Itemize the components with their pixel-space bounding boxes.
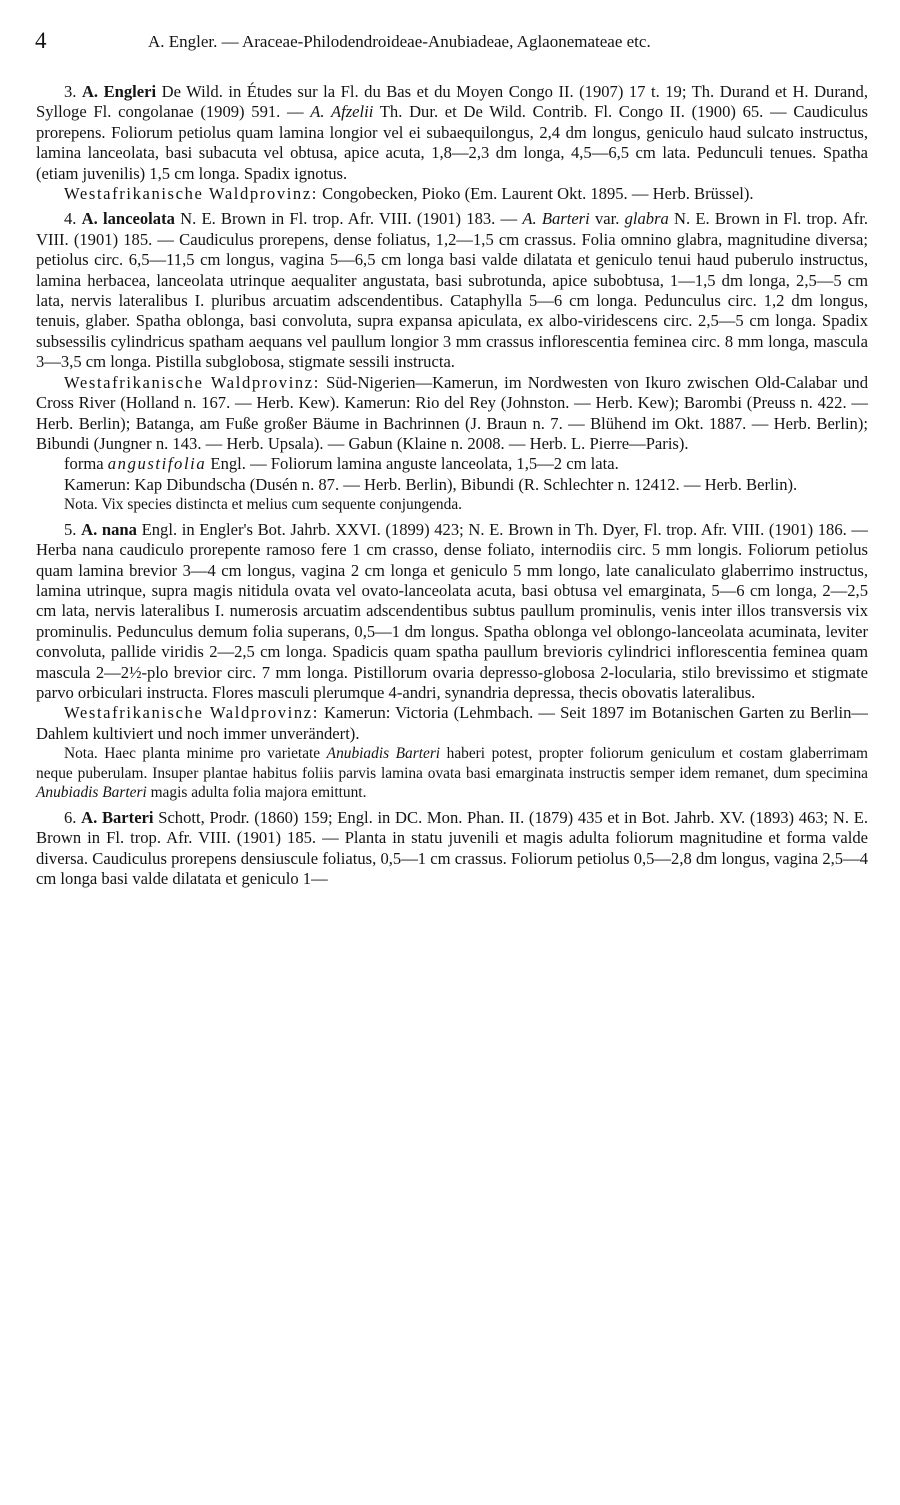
synonym: A. Afzelii bbox=[310, 102, 374, 122]
species-4-distribution: Westafrikanische Waldprovinz: Süd-Nigerien—Kamerun, im Nordwesten von Ikuro zwischen Old-Calabar und Cross River (Holland n. 167. — Herb. Kew). Kamerun: Rio del Rey (Johnston. — Herb. Kew); Barombi (Preuss n. 422. — Herb. Berlin); Batanga, am Fuße großer Bäume in Bachrinnen (J. Braun n. 7. — Blühend im Okt. 1887. — Herb. Berlin); Bibundi (Jungner n. 143. — Herb. Upsala). — Gabun (Klaine n. 2008. — Herb. L. Pierre—Paris). bbox=[36, 372, 869, 453]
running-title: A. Engler. — Araceae-Philodendroideae-Anubiadeae, Aglaonemateae etc. bbox=[148, 32, 651, 51]
genus-abbrev: A. bbox=[81, 82, 99, 101]
species-3-description: 3. A. Engleri De Wild. in Études sur la Fl. du Bas et du Moyen Congo II. (1907) 17 t. 19; Th. Durand et H. Durand, Sylloge Fl. congolanae (1909) 591. — A. Afzelii Th. Dur. et De Wild. Contrib. Fl. Congo II. (1900) 65. — Caudiculus prorepens. Foliorum petiolus quam lamina longior vel ei subaequilongus, 2,4 dm longus, geniculo haud sulcato instructus, lamina lanceolata, basi subacuta vel obtusa, apice acuta, 1,8—2,3 dm longa, 4,5—6,5 cm lata. Pedunculi tenues. Spatha (etiam juvenilis) 1,5 cm longa. Spadix ignotus. bbox=[36, 82, 868, 183]
genus-abbrev: A. bbox=[81, 807, 98, 827]
page-header bbox=[35, 28, 865, 58]
region-name: Westafrikanische Waldprovinz: bbox=[64, 703, 319, 723]
species-4-forma-locality: Kamerun: Kap Dibundscha (Dusén n. 87. — Herb. Berlin), Bibundi (R. Schlechter n. 12412. — Herb. Berlin). bbox=[64, 474, 798, 494]
species-4-forma: forma angustifolia Engl. — Foliorum lamina anguste lanceolata, 1,5—2 cm lata. bbox=[64, 454, 619, 474]
species-3-distribution: Westafrikanische Waldprovinz: Congobecken, Pioko (Em. Laurent Okt. 1895. — Herb. Brüssel). bbox=[64, 184, 754, 204]
region-name: Westafrikanische Waldprovinz: bbox=[64, 372, 320, 392]
species-5-nota: Nota. Haec planta minime pro varietate Anubiadis Barteri haberi potest, propter foliorum geniculum et costam glaberrimam neque puberulam. Insuper plantae habitus foliis parvis lamina ovata basi emarginata instructis semper idem remanet, dum specimina Anubiadis Barteri magis adulta folia majora emittunt. bbox=[36, 745, 868, 802]
species-5-description: 5. A. nana Engl. in Engler's Bot. Jahrb. XXVI. (1899) 423; N. E. Brown in Th. Dyer, Fl. trop. Afr. VIII. (1901) 186. — Herba nana caudiculo prorepente ramoso fere 1 cm crasso, dense foliato, internodiis circ. 5 mm longis. Foliorum petiolus quam lamina brevior 3—4 cm longus, vagina 2 cm longa et geniculo 5 mm longo, late canaliculato glaberrimo instructus, lamina utrinque, supra magis nitidula ovata vel ovato-lanceolata acuta, basi obtusa vel emarginata, 5—6 cm longa, 2—2,5 cm lata, nervis lateralibus I. numerosis arcuatim adscendentibus subtus paullum prominulis, venis inter illos transversis vix prominulis. Pedunculus demum folia superans, 0,5—1 dm longus. Spatha oblonga vel oblongo-lanceolata acuminata, leviter convoluta, pallide viridis 2—2,5 cm longa. Spadicis quam spatha paullum brevioris cylindrici inflorescentia feminea quam mascula 2—2½-plo brevior circ. 7 mm longa. Pistillorum ovaria depresso-globosa 2-locularia, stilo brevissimo et stigmate parvo orbiculari instructa. Flores masculi plerumque 4-andri, synandria depressa, thecis obovatis lateralibus. bbox=[36, 519, 869, 702]
species-name: nana bbox=[101, 519, 137, 539]
synonym: A. Barteri bbox=[522, 209, 590, 229]
genus-abbrev: A. bbox=[81, 209, 98, 229]
species-4-description: 4. A. lanceolata N. E. Brown in Fl. trop. Afr. VIII. (1901) 183. — A. Barteri var. glabra N. E. Brown in Fl. trop. Afr. VIII. (1901) 185. — Caudiculus prorepens, dense foliatus, 1,2—1,5 cm crassus. Folia omnino glabra, magnitudine diversa; petiolus circ. 6,5—11,5 cm longus, vagina 5—6,5 cm longa basi valde dilatata et geniculo tenui haud puberulo instructus, lamina herbacea, lanceolata utrinque aequaliter angustata, basi subrotunda, apice subobtusa, 1—1,5 dm longa, 2,5—5 cm lata, nervis lateralibus I. pluribus arcuatim adscendentibus. Cataphylla 5—6 cm longa. Pedunculus circ. 1,2 dm longus, tenuis, glaber. Spatha oblonga, basi convoluta, supra expansa apiculata, ex albo-viridescens circ. 2,5—5 cm longa. Spadix subsessilis cylindricus spatham aequans vel paullum longior 3 mm crassus inflorescentia feminea circ. 8 mm longa, mascula 3—3,5 cm longa. Pistilla subglobosa, stigmate sessili instructa. bbox=[36, 209, 868, 372]
genus-abbrev: A. bbox=[81, 519, 98, 539]
forma-name: angustifolia bbox=[107, 454, 207, 474]
region-name: Westafrikanische Waldprovinz: bbox=[64, 184, 318, 204]
species-name: Barteri bbox=[101, 807, 154, 827]
species-6-description: 6. A. Barteri Schott, Prodr. (1860) 159; Engl. in DC. Mon. Phan. II. (1879) 435 et in Bot. Jahrb. XV. (1893) 463; N. E. Brown in Fl. trop. Afr. VIII. (1901) 185. — Planta in statu juvenili et magis adulta foliorum magnitudine et forma valde diversa. Caudiculus prorepens densiuscule foliatus, 0,5—1 cm crassus. Foliorum petiolus 0,5—2,8 dm longus, vagina 2,5—4 cm longa basi valde dilatata et geniculo 1— bbox=[36, 807, 868, 889]
species-name: Engleri bbox=[103, 82, 157, 101]
variety-name: glabra bbox=[624, 209, 669, 229]
page-body bbox=[36, 82, 868, 890]
species-5-distribution: Westafrikanische Waldprovinz: Kamerun: Victoria (Lehmbach. — Seit 1897 im Botanischen Garten zu Berlin—Dahlem kultiviert und noch immer unverändert). bbox=[36, 703, 868, 743]
page-number: 4 bbox=[35, 28, 47, 53]
species-4-nota: Nota. Vix species distincta et melius cum sequente conjungenda. bbox=[64, 496, 462, 514]
species-name: lanceolata bbox=[103, 209, 175, 229]
